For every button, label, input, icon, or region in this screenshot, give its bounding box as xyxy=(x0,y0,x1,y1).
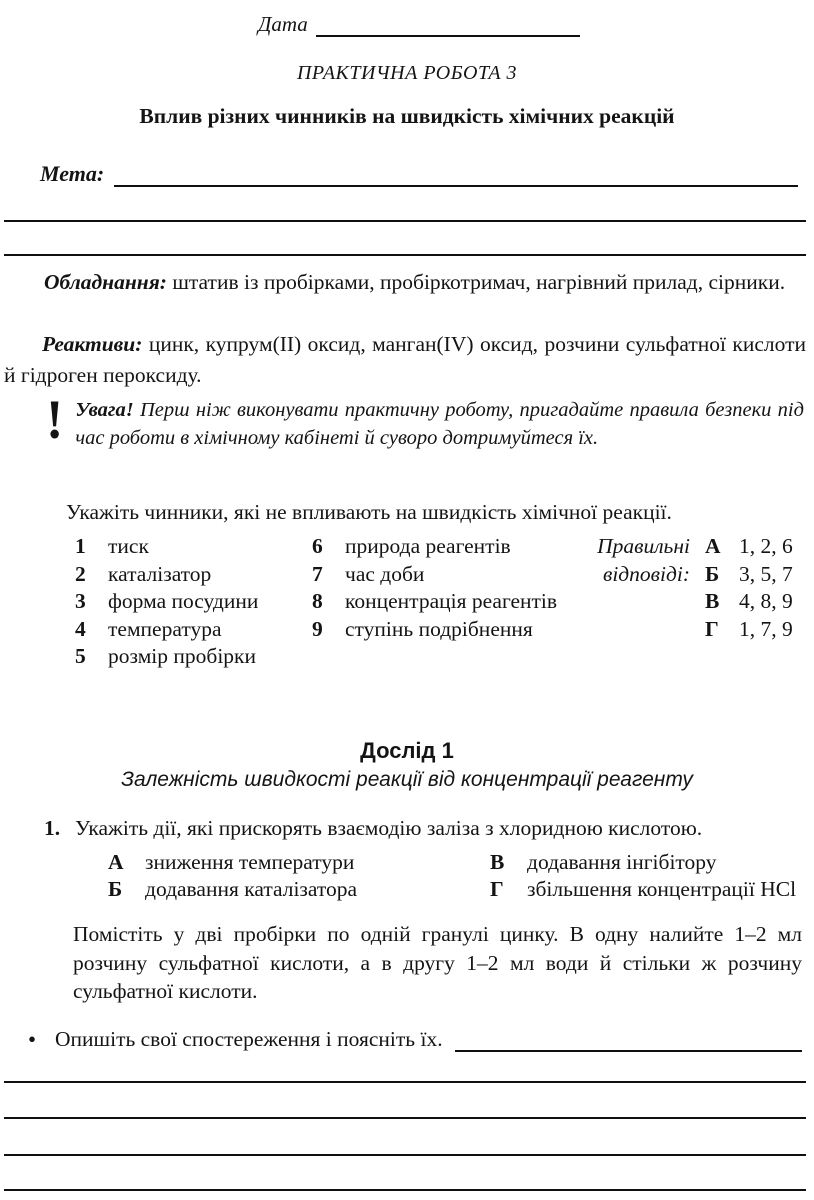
factors-column-2 xyxy=(312,533,590,671)
writing-line-3 xyxy=(4,1154,806,1156)
factors-question-intro: Укажіть чинники, які не впливають на швидкість хімічної реакції. xyxy=(66,500,672,524)
bullet-icon: • xyxy=(28,1027,37,1052)
factors-column-1 xyxy=(75,533,312,671)
option-a xyxy=(108,849,490,876)
item-label: форма посудини xyxy=(108,589,259,613)
factors-block xyxy=(75,533,806,671)
answer-key-block xyxy=(590,533,793,671)
work-number-title: ПРАКТИЧНА РОБОТА 3 xyxy=(296,62,518,84)
item-label: ступінь подрібнення xyxy=(345,616,533,641)
option-v xyxy=(490,849,806,876)
answer-row xyxy=(705,533,793,561)
meta-blank-line xyxy=(114,185,798,187)
option-g xyxy=(490,876,806,903)
meta-label: Мета: xyxy=(40,161,105,186)
list-item xyxy=(312,561,590,589)
meta-continuation-line-2 xyxy=(4,254,806,256)
warning-label: Увага! xyxy=(75,399,134,421)
item-label: каталізатор xyxy=(108,561,212,586)
meta-row xyxy=(40,161,798,187)
answers-label-line1: Правильні xyxy=(597,534,690,558)
reagents-text: цинк, купрум(II) оксид, манган(IV) оксид, розчини сульфатної кислоти й гідроген пероксиду. xyxy=(4,332,806,387)
answer-letter: Б xyxy=(705,561,720,586)
answer-value: 1, 2, 6 xyxy=(739,534,793,558)
experiment-subtitle: Залежність швидкості реакції від концентрації реагенту xyxy=(121,768,693,791)
item-number: 8 xyxy=(312,589,323,613)
observation-prompt-row xyxy=(28,1027,802,1052)
question-text: Укажіть дії, які прискорять взаємодію заліза з хлоридною кислотою. xyxy=(75,816,703,840)
option-text: зниження температури xyxy=(145,850,355,874)
date-row xyxy=(258,12,580,37)
item-number: 3 xyxy=(75,589,86,613)
option-text: збільшення концентрації HCl xyxy=(527,876,797,901)
observation-blank-line xyxy=(455,1029,802,1053)
options-column-right xyxy=(490,849,806,902)
list-item xyxy=(75,643,312,671)
question-1-options xyxy=(108,849,806,902)
answers-label-line2: відповіді: xyxy=(603,561,690,586)
date-blank-line xyxy=(316,35,580,37)
item-number: 4 xyxy=(75,616,86,641)
writing-line-2 xyxy=(4,1117,806,1119)
procedure-paragraph: Помістіть у дві пробірки по одній гранулі цинку. В одну налийте 1–2 мл розчину сульфатної кислоти, а в другу 1–2 мл води й стільки ж розчину сульфатної кислоти. xyxy=(73,922,802,1003)
reagents-paragraph xyxy=(4,329,806,390)
experiment-title: Дослід 1 xyxy=(360,738,454,763)
item-label: час доби xyxy=(345,561,425,586)
list-item xyxy=(312,588,590,616)
writing-line-4 xyxy=(4,1189,806,1191)
item-label: температура xyxy=(108,616,222,641)
item-number: 5 xyxy=(75,644,86,668)
option-letter: А xyxy=(108,850,124,874)
option-text: додавання каталізатора xyxy=(145,876,358,901)
item-label: розмір пробірки xyxy=(108,644,257,668)
item-label: природа реагентів xyxy=(345,534,511,558)
item-number: 6 xyxy=(312,534,323,558)
question-number: 1. xyxy=(44,816,61,840)
item-label: концентрація реагентів xyxy=(345,589,558,613)
answers-list xyxy=(705,533,793,671)
list-item xyxy=(312,533,590,561)
warning-exclamation-icon: ! xyxy=(46,390,64,451)
item-label: тиск xyxy=(108,534,149,558)
equipment-text: штатив із пробірками, пробіркотримач, нагрівний прилад, сірники. xyxy=(166,270,786,294)
answer-letter: Г xyxy=(705,616,719,641)
equipment-paragraph xyxy=(4,267,806,298)
answer-value: 4, 8, 9 xyxy=(739,589,793,613)
item-number: 9 xyxy=(312,616,323,641)
list-item xyxy=(75,533,312,561)
option-letter: Б xyxy=(108,876,123,901)
options-column-left xyxy=(108,849,490,902)
warning-text: Перш ніж виконувати практичну роботу, пригадайте правила безпеки під час роботи в хімічному кабінеті й суворо дотримуйтеся їх. xyxy=(75,399,804,449)
page-title: Вплив різних чинників на швидкість хімічних реакцій xyxy=(139,104,675,128)
option-letter: Г xyxy=(490,876,504,901)
option-letter: В xyxy=(490,850,505,874)
date-label: Дата xyxy=(258,12,308,36)
item-number: 7 xyxy=(312,561,323,586)
list-item xyxy=(312,616,590,644)
meta-continuation-line-1 xyxy=(4,220,806,222)
answer-row xyxy=(705,561,793,589)
option-text: додавання інгібітору xyxy=(527,850,717,874)
answer-letter: А xyxy=(705,534,721,558)
list-item xyxy=(75,588,312,616)
reagents-label: Реактиви: xyxy=(42,332,143,356)
list-item xyxy=(75,616,312,644)
safety-warning xyxy=(46,390,804,452)
answers-label xyxy=(590,533,690,671)
warning-text-block xyxy=(75,397,804,452)
writing-line-1 xyxy=(4,1081,806,1083)
answer-row xyxy=(705,616,793,644)
list-item xyxy=(75,561,312,589)
observation-prompt: Опишіть свої спостереження і поясніть їх. xyxy=(55,1027,443,1051)
answer-value: 1, 7, 9 xyxy=(739,616,793,641)
item-number: 2 xyxy=(75,561,86,586)
question-1 xyxy=(44,816,804,841)
answer-row xyxy=(705,588,793,616)
answer-letter: В xyxy=(705,589,720,613)
answer-value: 3, 5, 7 xyxy=(739,561,793,586)
item-number: 1 xyxy=(75,534,86,558)
option-b xyxy=(108,876,490,903)
equipment-label: Обладнання: xyxy=(44,270,167,294)
